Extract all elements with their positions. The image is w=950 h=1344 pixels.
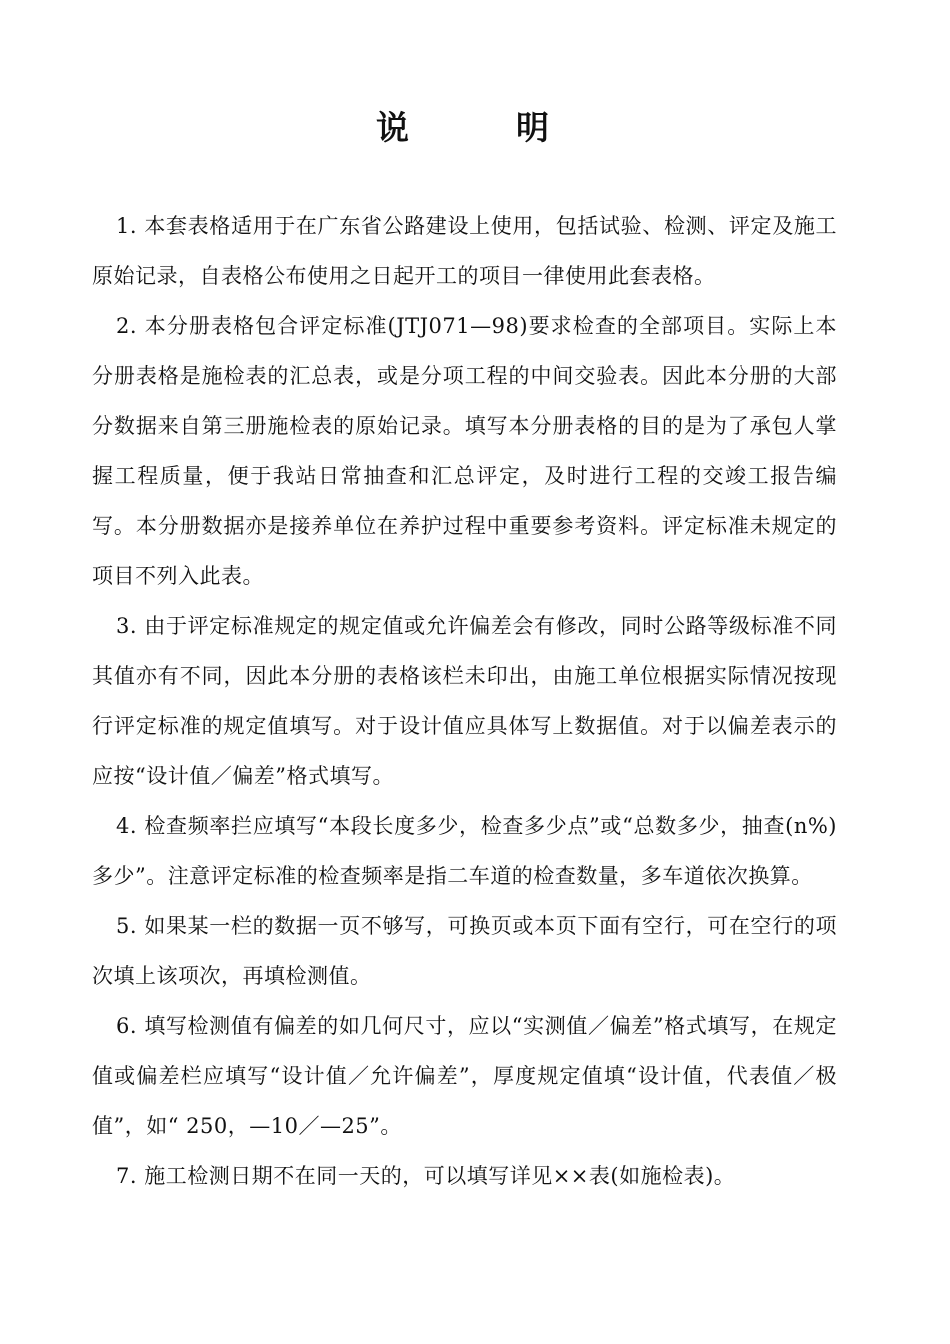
paragraph-2: 2. 本分册表格包合评定标准(JTJ071—98)要求检查的全部项目。实际上本分册表格是施检表的汇总表，或是分项工程的中间交验表。因此本分册的大部分数据来自第三册施检表的原始记录。填写本分册表格的目的是为了承包人掌握工程质量，便于我站日常抽查和汇总评定，及时进行工程的交竣工报告编写。本分册数据亦是接养单位在养护过程中重要参考资料。评定标准未规定的项目不列入此表。 <box>92 314 837 588</box>
page-title <box>0 104 950 152</box>
paragraph-3: 3. 由于评定标准规定的规定值或允许偏差会有修改，同时公路等级标准不同其值亦有不同，因此本分册的表格该栏未印出，由施工单位根据实际情况按现行评定标准的规定值填写。对于设计值应具体写上数据值。对于以偏差表示的应按“设计值／偏差”格式填写。 <box>92 614 837 788</box>
paragraph-1: 1. 本套表格适用于在广东省公路建设上使用，包括试验、检测、评定及施工原始记录，自表格公布使用之日起开工的项目一律使用此套表格。 <box>92 214 837 288</box>
instructions-body <box>92 201 837 1201</box>
title-char-2: 明 <box>516 108 549 147</box>
paragraph-6: 6. 填写检测值有偏差的如几何尺寸，应以“实测值／偏差”格式填写，在规定值或偏差栏应填写“设计值／允许偏差”，厚度规定值填“设计值，代表值／极值”，如“ 250，—10／—25”。 <box>92 1014 837 1138</box>
paragraph-5: 5. 如果某一栏的数据一页不够写，可换页或本页下面有空行，可在空行的项次填上该项次，再填检测值。 <box>92 914 837 988</box>
title-char-1: 说 <box>376 108 409 147</box>
paragraph-7: 7. 施工检测日期不在同一天的，可以填写详见××表(如施检表)。 <box>116 1164 736 1188</box>
paragraph-4: 4. 检查频率拦应填写“本段长度多少，检查多少点”或“总数多少，抽查(n%)多少”。注意评定标准的检查频率是指二车道的检查数量，多车道依次换算。 <box>92 814 837 888</box>
